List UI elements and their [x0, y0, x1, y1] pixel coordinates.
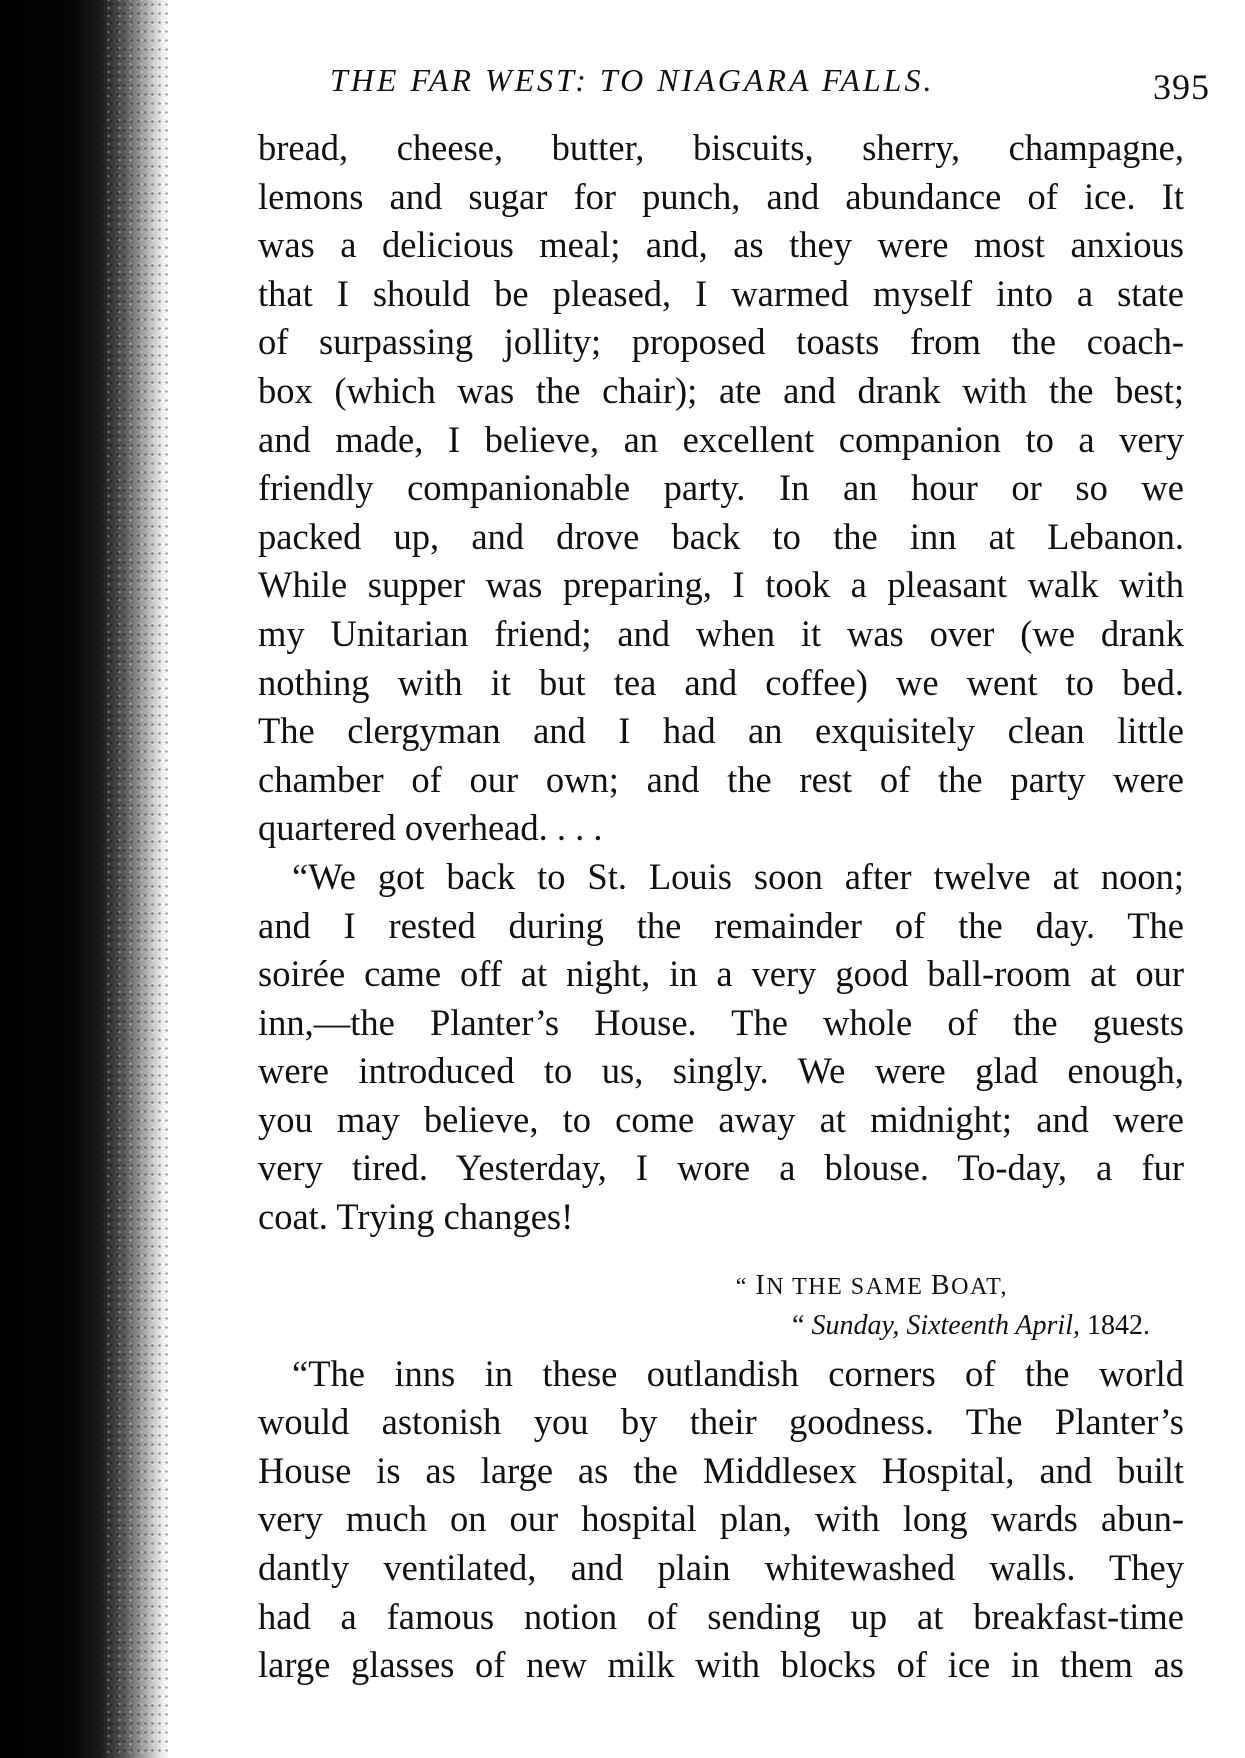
letter-signoff: [258, 1242, 1184, 1350]
text-line: very much on our hospital plan, with long wards abun-: [258, 1498, 1184, 1540]
text-line: inn,—the Planter’s House. The whole of the guests: [258, 1001, 1184, 1043]
running-head: THE FAR WEST: TO NIAGARA FALLS.: [330, 62, 935, 98]
text-line: and I rested during the remainder of the day. The: [258, 904, 1184, 946]
text-line: large glasses of new milk with blocks of ice in them as: [258, 1644, 1184, 1686]
text-line: lemons and sugar for punch, and abundance of ice. It: [258, 175, 1184, 217]
date-italic: Sunday, Sixteenth April,: [811, 1309, 1080, 1341]
text-line: nothing with it but tea and coffee) we went to bed.: [258, 661, 1184, 703]
text-line: and made, I believe, an excellent companion to a very: [258, 418, 1184, 460]
binding-gutter-speckle: [100, 0, 170, 1758]
text-line: chamber of our own; and the rest of the party were: [258, 758, 1184, 800]
text-line: my Unitarian friend; and when it was over (we drank: [258, 612, 1184, 654]
text-line: “We got back to St. Louis soon after twelve at noon;: [292, 855, 1184, 897]
small-cap-letter: B: [930, 1269, 952, 1301]
quote-mark: “: [735, 1273, 756, 1300]
signoff-date: [792, 1302, 1150, 1351]
page-header: [330, 56, 1210, 116]
paragraph-3: [258, 1350, 1184, 1690]
text-line: bread, cheese, butter, biscuits, sherry, champagne,: [258, 127, 1184, 168]
small-cap-text: OAT,: [951, 1273, 1008, 1300]
text-line: dantly ventilated, and plain whitewashed walls. They: [258, 1547, 1184, 1589]
small-cap-text: N THE SAME: [766, 1273, 931, 1300]
text-line: coat. Trying changes!: [258, 1196, 574, 1238]
text-line: “The inns in these outlandish corners of the world: [292, 1352, 1184, 1394]
text-line: packed up, and drove back to the inn at Lebanon.: [258, 515, 1184, 557]
paragraph-2: [258, 853, 1184, 1242]
text-line: that I should be pleased, I warmed myself into a state: [258, 272, 1184, 314]
body-text: [258, 124, 1184, 1690]
text-line: you may believe, to come away at midnight; and were: [258, 1098, 1184, 1140]
paragraph-1: [258, 124, 1184, 853]
text-line: were introduced to us, singly. We were glad enough,: [258, 1050, 1184, 1092]
text-line: of surpassing jollity; proposed toasts from the coach-: [258, 321, 1184, 363]
text-line: very tired. Yesterday, I wore a blouse. To-day, a fur: [258, 1147, 1184, 1189]
small-cap-letter: I: [755, 1269, 767, 1301]
text-line: While supper was preparing, I took a pleasant walk with: [258, 564, 1184, 606]
text-line: The clergyman and I had an exquisitely clean little: [258, 710, 1184, 752]
text-line: had a famous notion of sending up at breakfast-time: [258, 1595, 1184, 1637]
text-line: soirée came off at night, in a very good ball-room at our: [258, 953, 1184, 995]
date-year: 1842.: [1080, 1309, 1150, 1341]
text-line: was a delicious meal; and, as they were most anxious: [258, 224, 1184, 266]
page-number: 395: [1153, 67, 1210, 107]
text-line: box (which was the chair); ate and drank with the best;: [258, 369, 1184, 411]
text-line: House is as large as the Middlesex Hospital, and built: [258, 1449, 1184, 1491]
quote-mark: “: [792, 1309, 812, 1341]
text-line: quartered overhead. . . .: [258, 807, 603, 849]
text-line: friendly companionable party. In an hour or so we: [258, 467, 1184, 509]
text-line: would astonish you by their goodness. The Planter’s: [258, 1401, 1184, 1443]
